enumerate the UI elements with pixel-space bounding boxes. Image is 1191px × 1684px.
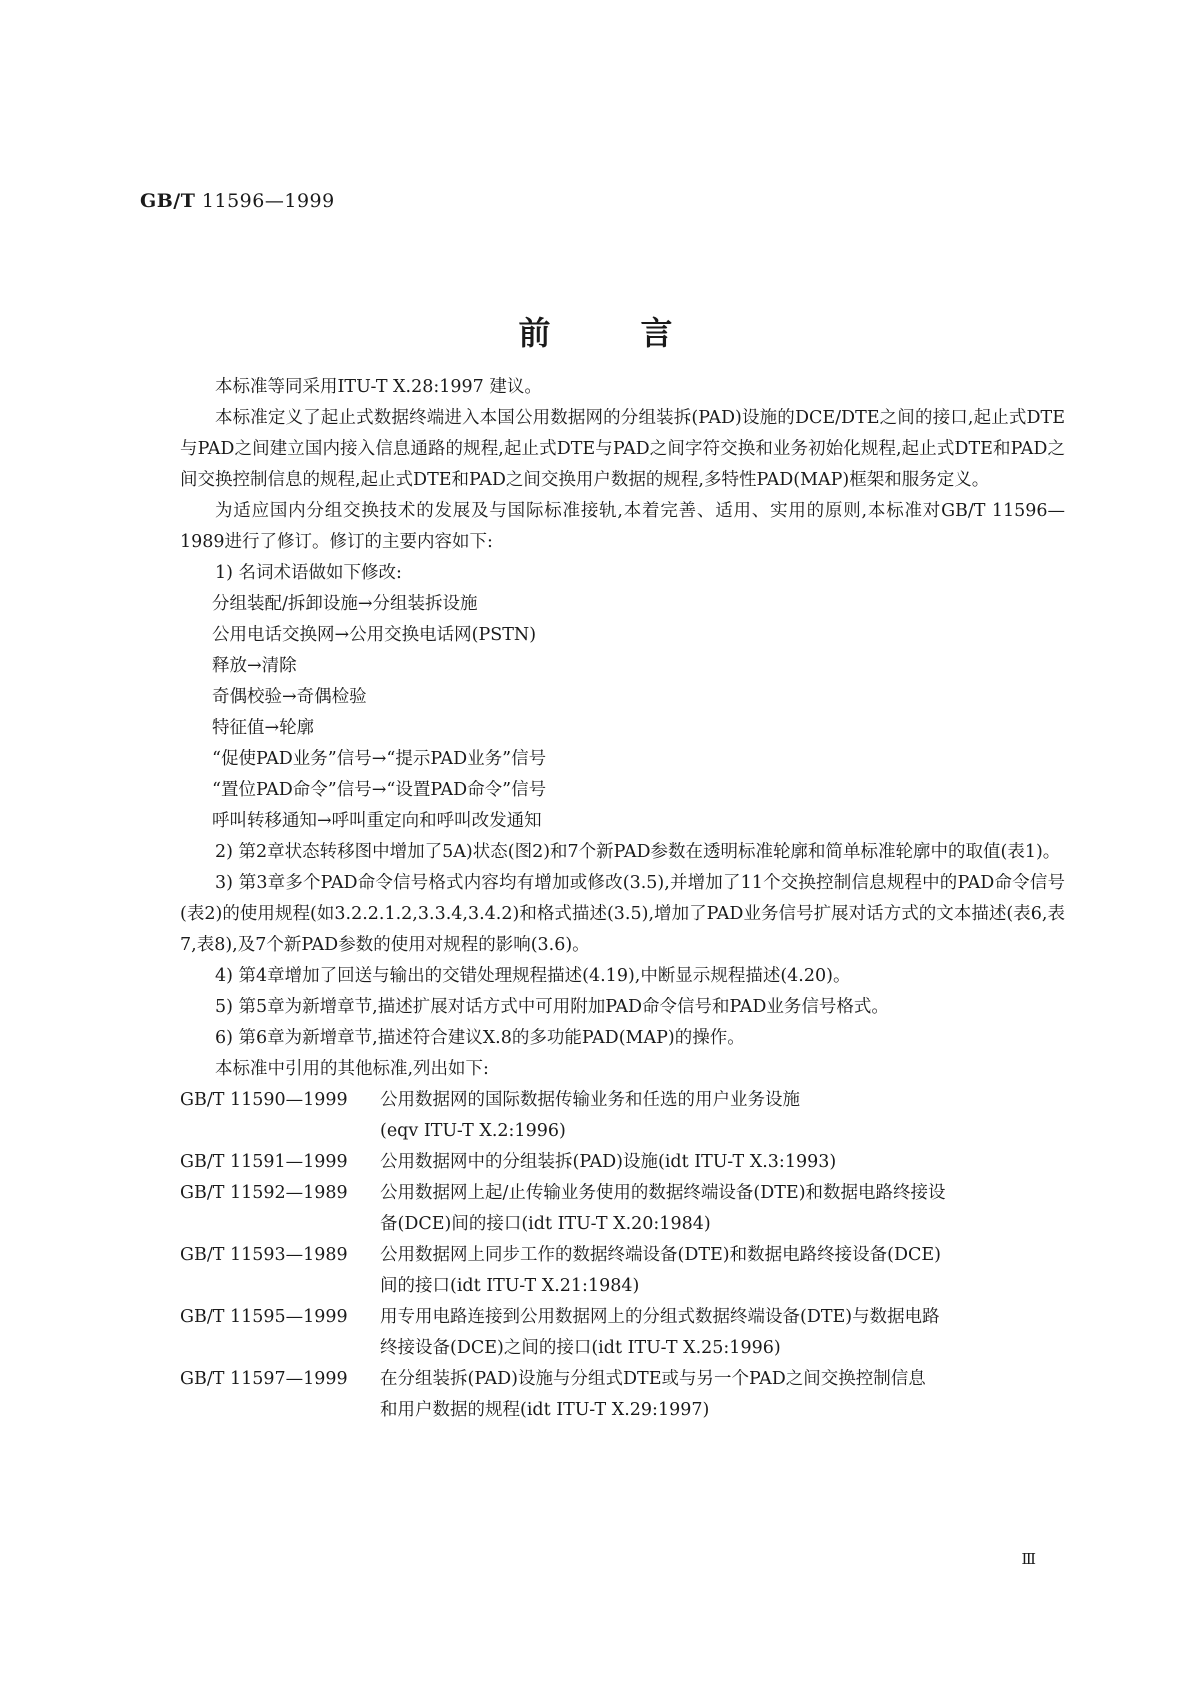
document-body [180, 372, 1065, 1426]
term-change: “促使PAD业务”信号→“提示PAD业务”信号 [212, 749, 547, 769]
term-change: 特征值→轮廓 [212, 718, 315, 738]
reference-title-line-2: 间的接口(idt ITU-T X.21:1984) [380, 1276, 640, 1296]
references-intro: 本标准中引用的其他标准,列出如下: [215, 1059, 489, 1079]
reference-title [380, 1302, 1065, 1364]
reference-title-line-2: 和用户数据的规程(idt ITU-T X.29:1997) [380, 1400, 710, 1420]
change-item-2: 2) 第2章状态转移图中增加了5A)状态(图2)和7个新PAD参数在透明标准轮廓和简单标准轮廓中的取值(表1)。 [215, 842, 1061, 862]
page-title: 前言 [518, 314, 763, 352]
reference-title [380, 1178, 1065, 1240]
reference-code: GB/T 11595—1999 [180, 1307, 348, 1327]
standard-number: 11596—1999 [201, 190, 335, 212]
reference-title-line-1: 用专用电路连接到公用数据网上的分组式数据终端设备(DTE)与数据电路 [380, 1307, 940, 1327]
reference-row [180, 1147, 1065, 1178]
change-item-3: 3) 第3章多个PAD命令信号格式内容均有增加或修改(3.5),并增加了11个交换控制信息规程中的PAD命令信号(表2)的使用规程(如3.2.2.1.2,3.3.4,3.4.2)和格式描述(3.5),增加了PAD业务信号扩展对话方式的文本描述(表6,表7,表8),及7个新PAD参数的使用对规程的影响(3.6)。 [180, 873, 1065, 955]
reference-code: GB/T 11597—1999 [180, 1369, 348, 1389]
intro-paragraph-2: 本标准定义了起止式数据终端进入本国公用数据网的分组装拆(PAD)设施的DCE/DTE之间的接口,起止式DTE与PAD之间建立国内接入信息通路的规程,起止式DTE与PAD之间字符交换和业务初始化规程,起止式DTE和PAD之间交换控制信息的规程,起止式DTE和PAD之间交换用户数据的规程,多特性PAD(MAP)框架和服务定义。 [180, 408, 1065, 490]
reference-title-line-2: 终接设备(DCE)之间的接口(idt ITU-T X.25:1996) [380, 1338, 781, 1358]
change-item-6: 6) 第6章为新增章节,描述符合建议X.8的多功能PAD(MAP)的操作。 [215, 1028, 745, 1048]
reference-row [180, 1178, 1065, 1240]
reference-title-line-1: 公用数据网上同步工作的数据终端设备(DTE)和数据电路终接设备(DCE) [380, 1245, 941, 1265]
reference-title-line-1: 公用数据网的国际数据传输业务和任选的用户业务设施 [380, 1090, 800, 1110]
term-change: 公用电话交换网→公用交换电话网(PSTN) [212, 625, 537, 645]
reference-title-line-2: 备(DCE)间的接口(idt ITU-T X.20:1984) [380, 1214, 711, 1234]
term-change: 呼叫转移通知→呼叫重定向和呼叫改发通知 [212, 811, 542, 831]
reference-row [180, 1085, 1065, 1147]
reference-code: GB/T 11590—1999 [180, 1090, 348, 1110]
references-list [180, 1085, 1065, 1426]
change-item-5: 5) 第5章为新增章节,描述扩展对话方式中可用附加PAD命令信号和PAD业务信号格式。 [215, 997, 889, 1017]
term-change: 释放→清除 [212, 656, 297, 676]
reference-row [180, 1302, 1065, 1364]
term-change: “置位PAD命令”信号→“设置PAD命令”信号 [212, 780, 547, 800]
change-item-4: 4) 第4章增加了回送与输出的交错处理规程描述(4.19),中断显示规程描述(4.20)。 [215, 966, 851, 986]
term-change: 奇偶校验→奇偶检验 [212, 687, 367, 707]
reference-title [380, 1085, 1065, 1147]
reference-code: GB/T 11591—1999 [180, 1152, 348, 1172]
reference-title [380, 1147, 1065, 1178]
page-number: Ⅲ [1021, 1550, 1036, 1568]
reference-code: GB/T 11592—1989 [180, 1183, 348, 1203]
standard-prefix: GB/T [140, 190, 196, 212]
reference-title-line-1: 在分组装拆(PAD)设施与分组式DTE或与另一个PAD之间交换控制信息 [380, 1369, 926, 1389]
reference-row [180, 1240, 1065, 1302]
reference-title-line-1: 公用数据网中的分组装拆(PAD)设施(idt ITU-T X.3:1993) [380, 1152, 837, 1172]
reference-title [380, 1240, 1065, 1302]
intro-paragraph-1: 本标准等同采用ITU-T X.28:1997 建议。 [215, 377, 542, 397]
reference-title-line-1: 公用数据网上起/止传输业务使用的数据终端设备(DTE)和数据电路终接设 [380, 1183, 946, 1203]
change-item-1: 1) 名词术语做如下修改: [215, 563, 402, 583]
standard-code [140, 190, 335, 212]
reference-row [180, 1364, 1065, 1426]
reference-title-line-2: (eqv ITU-T X.2:1996) [380, 1121, 566, 1141]
reference-title [380, 1364, 1065, 1426]
intro-paragraph-3: 为适应国内分组交换技术的发展及与国际标准接轨,本着完善、适用、实用的原则,本标准对GB/T 11596—1989进行了修订。修订的主要内容如下: [180, 501, 1065, 552]
reference-code: GB/T 11593—1989 [180, 1245, 348, 1265]
term-change: 分组装配/拆卸设施→分组装拆设施 [212, 594, 478, 614]
